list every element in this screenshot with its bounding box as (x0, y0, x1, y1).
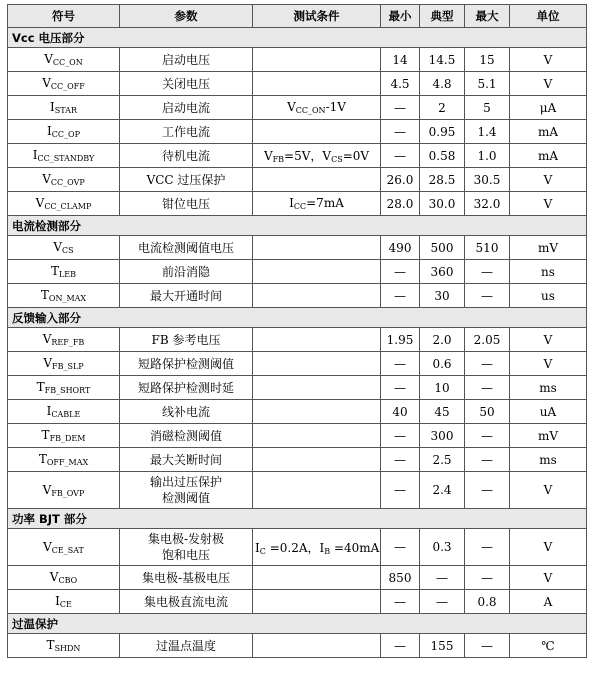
condition-cell (253, 260, 381, 284)
max-cell: 510 (465, 236, 510, 260)
parameter-cell: VCC 过压保护 (120, 168, 253, 192)
table-row (8, 424, 587, 448)
table-row (8, 236, 587, 260)
unit-cell: A (510, 590, 587, 614)
typ-cell: 0.6 (420, 352, 465, 376)
symbol-cell: $I_{CABLE}$ (8, 400, 120, 424)
section-title: 电流检测部分 (8, 216, 587, 236)
symbol-cell: $T_{FB\_SHORT}$ (8, 376, 120, 400)
parameter-cell: 集电极-基极电压 (120, 566, 253, 590)
unit-cell: ms (510, 376, 587, 400)
condition-cell: $V_{CC\_ON}-1V$ (253, 96, 381, 120)
section-title: 功率 BJT 部分 (8, 509, 587, 529)
table-row (8, 168, 587, 192)
table-row (8, 260, 587, 284)
table-row (8, 529, 587, 566)
max-cell: 2.05 (465, 328, 510, 352)
condition-cell (253, 236, 381, 260)
condition-cell (253, 284, 381, 308)
max-cell: — (465, 376, 510, 400)
max-cell: — (465, 566, 510, 590)
max-cell: — (465, 634, 510, 658)
section-title: 过温保护 (8, 614, 587, 634)
max-cell: — (465, 260, 510, 284)
table-row (8, 72, 587, 96)
table-row (8, 328, 587, 352)
parameter-cell: 工作电流 (120, 120, 253, 144)
parameter-cell: 最大开通时间 (120, 284, 253, 308)
unit-cell: us (510, 284, 587, 308)
min-cell: — (381, 590, 420, 614)
unit-cell: mA (510, 144, 587, 168)
parameter-cell: 电流检测阈值电压 (120, 236, 253, 260)
min-cell: — (381, 634, 420, 658)
condition-cell (253, 448, 381, 472)
header-max: 最大 (465, 5, 510, 28)
typ-cell: 300 (420, 424, 465, 448)
unit-cell: mV (510, 236, 587, 260)
symbol-cell: $T_{OFF\_MAX}$ (8, 448, 120, 472)
max-cell: — (465, 352, 510, 376)
max-cell: 50 (465, 400, 510, 424)
unit-cell: V (510, 48, 587, 72)
unit-cell: V (510, 168, 587, 192)
table-row (8, 120, 587, 144)
max-cell: — (465, 284, 510, 308)
condition-cell: $I_{CC}=7mA$ (253, 192, 381, 216)
parameter-cell: 前沿消隐 (120, 260, 253, 284)
unit-cell: V (510, 352, 587, 376)
unit-cell: V (510, 529, 587, 566)
condition-cell (253, 472, 381, 509)
section-row (8, 308, 587, 328)
max-cell: 30.5 (465, 168, 510, 192)
table-row (8, 566, 587, 590)
typ-cell: 2 (420, 96, 465, 120)
typ-cell: — (420, 590, 465, 614)
parameter-cell: 启动电流 (120, 96, 253, 120)
section-title: Vcc 电压部分 (8, 28, 587, 48)
unit-cell: mA (510, 120, 587, 144)
parameter-cell: 消磁检测阈值 (120, 424, 253, 448)
min-cell: 28.0 (381, 192, 420, 216)
unit-cell: V (510, 72, 587, 96)
electrical-characteristics-table (7, 4, 587, 658)
min-cell: 26.0 (381, 168, 420, 192)
min-cell: — (381, 352, 420, 376)
typ-cell: 155 (420, 634, 465, 658)
condition-cell (253, 400, 381, 424)
max-cell: 15 (465, 48, 510, 72)
table-row (8, 284, 587, 308)
min-cell: — (381, 144, 420, 168)
typ-cell: 45 (420, 400, 465, 424)
symbol-cell: $V_{REF\_FB}$ (8, 328, 120, 352)
unit-cell: V (510, 566, 587, 590)
parameter-cell: 启动电压 (120, 48, 253, 72)
typ-cell: 14.5 (420, 48, 465, 72)
min-cell: — (381, 96, 420, 120)
table-body (8, 28, 587, 658)
max-cell: — (465, 472, 510, 509)
unit-cell: uA (510, 400, 587, 424)
symbol-cell: $V_{CC\_OVP}$ (8, 168, 120, 192)
symbol-cell: $I_{CE}$ (8, 590, 120, 614)
table-row (8, 96, 587, 120)
table-row (8, 48, 587, 72)
condition-cell (253, 72, 381, 96)
parameter-cell: 钳位电压 (120, 192, 253, 216)
typ-cell: 0.58 (420, 144, 465, 168)
symbol-cell: $T_{LEB}$ (8, 260, 120, 284)
symbol-cell: $V_{CC\_ON}$ (8, 48, 120, 72)
typ-cell: 2.5 (420, 448, 465, 472)
min-cell: — (381, 472, 420, 509)
min-cell: — (381, 120, 420, 144)
section-row (8, 28, 587, 48)
min-cell: 850 (381, 566, 420, 590)
parameter-cell: FB 参考电压 (120, 328, 253, 352)
condition-cell (253, 376, 381, 400)
condition-cell (253, 48, 381, 72)
min-cell: 490 (381, 236, 420, 260)
typ-cell: — (420, 566, 465, 590)
min-cell: — (381, 424, 420, 448)
table-row (8, 590, 587, 614)
typ-cell: 2.4 (420, 472, 465, 509)
header-symbol: 符号 (8, 5, 120, 28)
unit-cell: ℃ (510, 634, 587, 658)
parameter-cell: 集电极-发射极 饱和电压 (120, 529, 253, 566)
typ-cell: 0.3 (420, 529, 465, 566)
symbol-cell: $V_{FB\_OVP}$ (8, 472, 120, 509)
unit-cell: ns (510, 260, 587, 284)
condition-cell (253, 168, 381, 192)
unit-cell: mV (510, 424, 587, 448)
min-cell: — (381, 529, 420, 566)
max-cell: — (465, 448, 510, 472)
parameter-cell: 过温点温度 (120, 634, 253, 658)
parameter-cell: 待机电流 (120, 144, 253, 168)
typ-cell: 30 (420, 284, 465, 308)
condition-cell (253, 424, 381, 448)
symbol-cell: $I_{CC\_STANDBY}$ (8, 144, 120, 168)
symbol-cell: $I_{CC\_OP}$ (8, 120, 120, 144)
min-cell: — (381, 448, 420, 472)
typ-cell: 10 (420, 376, 465, 400)
unit-cell: V (510, 192, 587, 216)
symbol-cell: $I_{STAR}$ (8, 96, 120, 120)
header-min: 最小 (381, 5, 420, 28)
parameter-cell: 线补电流 (120, 400, 253, 424)
min-cell: — (381, 260, 420, 284)
header-row (8, 5, 587, 28)
parameter-cell: 短路保护检测阈值 (120, 352, 253, 376)
table-row (8, 144, 587, 168)
condition-cell (253, 566, 381, 590)
table-row (8, 448, 587, 472)
typ-cell: 500 (420, 236, 465, 260)
typ-cell: 28.5 (420, 168, 465, 192)
unit-cell: μA (510, 96, 587, 120)
min-cell: — (381, 376, 420, 400)
condition-cell: $V_{FB}=5V$，$V_{CS}=0V$ (253, 144, 381, 168)
section-row (8, 216, 587, 236)
header-parameter: 参数 (120, 5, 253, 28)
typ-cell: 0.95 (420, 120, 465, 144)
max-cell: 0.8 (465, 590, 510, 614)
parameter-cell: 最大关断时间 (120, 448, 253, 472)
parameter-cell: 集电极直流电流 (120, 590, 253, 614)
section-title: 反馈输入部分 (8, 308, 587, 328)
typ-cell: 2.0 (420, 328, 465, 352)
typ-cell: 4.8 (420, 72, 465, 96)
symbol-cell: $V_{CBO}$ (8, 566, 120, 590)
table-row (8, 400, 587, 424)
parameter-cell: 短路保护检测时延 (120, 376, 253, 400)
typ-cell: 360 (420, 260, 465, 284)
parameter-cell: 输出过压保护 检测阈值 (120, 472, 253, 509)
condition-cell: $I_C =0.2A$，$I_B =40mA$ (253, 529, 381, 566)
condition-cell (253, 634, 381, 658)
max-cell: 5 (465, 96, 510, 120)
table-row (8, 192, 587, 216)
max-cell: — (465, 529, 510, 566)
min-cell: 1.95 (381, 328, 420, 352)
condition-cell (253, 328, 381, 352)
section-row (8, 509, 587, 529)
symbol-cell: $V_{CS}$ (8, 236, 120, 260)
condition-cell (253, 120, 381, 144)
min-cell: 40 (381, 400, 420, 424)
unit-cell: V (510, 472, 587, 509)
symbol-cell: $V_{CC\_CLAMP}$ (8, 192, 120, 216)
symbol-cell: $T_{SHDN}$ (8, 634, 120, 658)
table-row (8, 634, 587, 658)
min-cell: — (381, 284, 420, 308)
symbol-cell: $V_{CE\_SAT}$ (8, 529, 120, 566)
symbol-cell: $T_{FB\_DEM}$ (8, 424, 120, 448)
max-cell: 5.1 (465, 72, 510, 96)
header-typ: 典型 (420, 5, 465, 28)
unit-cell: V (510, 328, 587, 352)
table-row (8, 376, 587, 400)
max-cell: — (465, 424, 510, 448)
symbol-cell: $T_{ON\_MAX}$ (8, 284, 120, 308)
max-cell: 1.4 (465, 120, 510, 144)
section-row (8, 614, 587, 634)
min-cell: 14 (381, 48, 420, 72)
symbol-cell: $V_{CC\_OFF}$ (8, 72, 120, 96)
max-cell: 32.0 (465, 192, 510, 216)
condition-cell (253, 590, 381, 614)
parameter-cell: 关闭电压 (120, 72, 253, 96)
header-test-condition: 测试条件 (253, 5, 381, 28)
condition-cell (253, 352, 381, 376)
table-row (8, 472, 587, 509)
symbol-cell: $V_{FB\_SLP}$ (8, 352, 120, 376)
table-row (8, 352, 587, 376)
typ-cell: 30.0 (420, 192, 465, 216)
header-unit: 单位 (510, 5, 587, 28)
unit-cell: ms (510, 448, 587, 472)
max-cell: 1.0 (465, 144, 510, 168)
min-cell: 4.5 (381, 72, 420, 96)
